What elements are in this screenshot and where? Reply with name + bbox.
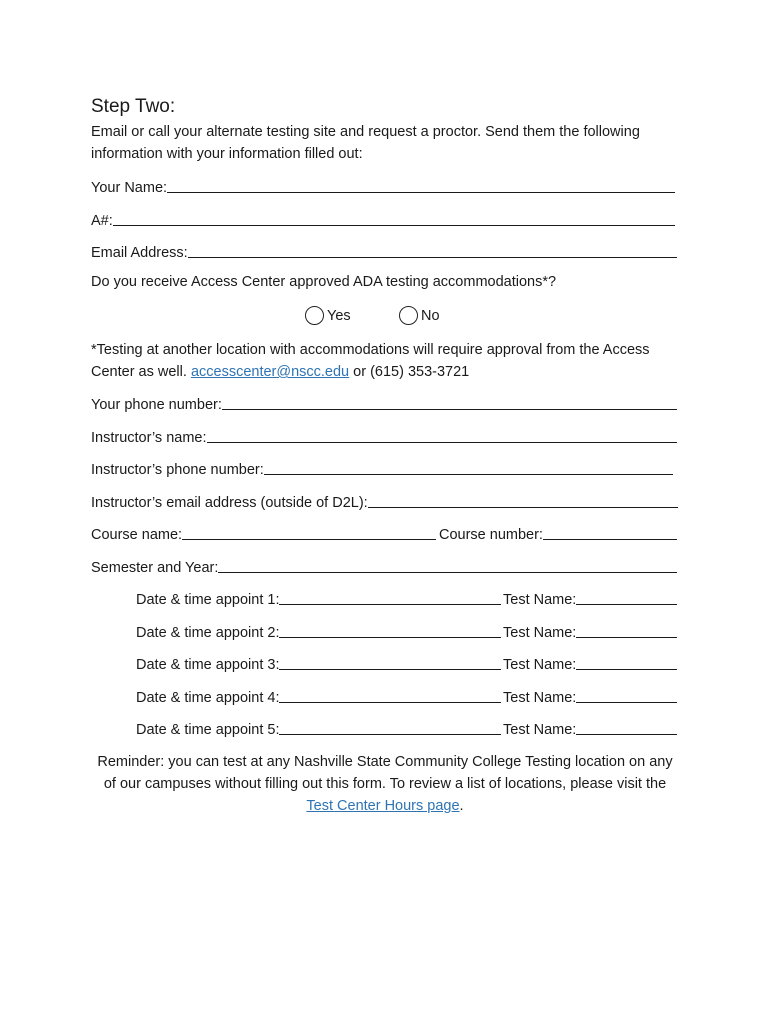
- test-name-5-field: [503, 718, 677, 738]
- appointment-5-field: [136, 718, 501, 738]
- test-name-1-field: [503, 588, 677, 608]
- course-name-field: [91, 523, 436, 543]
- appointment-5-label: Date & time appoint 5:: [136, 722, 280, 738]
- a-number-line[interactable]: [113, 210, 675, 226]
- reminder-body: Reminder: you can test at any Nashville State Community College Testing location on any of our campuses without filling out this form. To review a list of locations, please visit the: [97, 754, 673, 792]
- appointment-4-label: Date & time appoint 4:: [136, 690, 280, 706]
- appointment-3-label: Date & time appoint 3:: [136, 657, 280, 673]
- your-name-field: [91, 176, 675, 196]
- appointment-4-line[interactable]: [279, 687, 501, 703]
- instructor-phone-line[interactable]: [264, 459, 673, 475]
- instructor-name-label: Instructor’s name:: [91, 430, 207, 446]
- appointment-3-field: [136, 653, 501, 673]
- test-name-3-field: [503, 653, 677, 673]
- your-name-line[interactable]: [167, 177, 675, 193]
- note-phone: or (615) 353-3721: [349, 364, 470, 380]
- semester-line[interactable]: [218, 557, 677, 573]
- instructor-email-label: Instructor’s email address (outside of D2L):: [91, 495, 368, 511]
- radio-no[interactable]: [399, 306, 440, 325]
- radio-yes[interactable]: [305, 306, 351, 325]
- course-number-label: Course number:: [439, 527, 543, 543]
- test-center-hours-link[interactable]: Test Center Hours page: [306, 798, 460, 814]
- email-field: [91, 241, 677, 261]
- note-text: *Testing at another location with accommodations will require approval from the Access Center as well.: [91, 342, 650, 380]
- appointment-5-line[interactable]: [279, 719, 501, 735]
- test-name-4-line[interactable]: [576, 687, 677, 703]
- instructor-email-line[interactable]: [368, 492, 678, 508]
- appointment-1-field: [136, 588, 501, 608]
- appointment-2-field: [136, 621, 501, 641]
- phone-label: Your phone number:: [91, 397, 222, 413]
- reminder-period: .: [459, 798, 464, 814]
- course-name-label: Course name:: [91, 527, 183, 543]
- semester-field: [91, 556, 677, 576]
- intro-text: Email or call your alternate testing site and request a proctor. Send them the following information with your information filled out:: [91, 124, 640, 162]
- radio-no-circle[interactable]: [399, 306, 418, 325]
- appointment-2-label: Date & time appoint 2:: [136, 625, 280, 641]
- access-center-email-link[interactable]: accesscenter@nscc.edu: [190, 364, 350, 380]
- appointment-1-label: Date & time appoint 1:: [136, 592, 280, 608]
- email-label: Email Address:: [91, 245, 188, 261]
- reminder-text: [91, 751, 679, 817]
- radio-no-label: No: [421, 307, 440, 324]
- instructor-name-field: [91, 426, 677, 446]
- test-name-2-label: Test Name:: [503, 625, 577, 641]
- accommodation-note: [91, 339, 691, 383]
- test-name-1-line[interactable]: [576, 589, 677, 605]
- appointment-4-field: [136, 686, 501, 706]
- test-name-5-label: Test Name:: [503, 722, 577, 738]
- instructor-phone-label: Instructor’s phone number:: [91, 462, 264, 478]
- radio-yes-circle[interactable]: [305, 306, 324, 325]
- phone-line[interactable]: [222, 394, 677, 410]
- a-number-field: [91, 209, 675, 229]
- your-name-label: Your Name:: [91, 180, 168, 196]
- test-name-1-label: Test Name:: [503, 592, 577, 608]
- phone-field: [91, 393, 677, 413]
- ada-question: Do you receive Access Center approved ADA testing accommodations*?: [91, 274, 557, 290]
- semester-label: Semester and Year:: [91, 560, 219, 576]
- test-name-4-field: [503, 686, 677, 706]
- instructor-name-line[interactable]: [207, 427, 677, 443]
- course-number-field: [439, 523, 677, 543]
- test-name-4-label: Test Name:: [503, 690, 577, 706]
- instructor-phone-field: [91, 458, 673, 478]
- test-name-3-label: Test Name:: [503, 657, 577, 673]
- test-name-5-line[interactable]: [576, 719, 677, 735]
- test-name-2-field: [503, 621, 677, 641]
- appointment-2-line[interactable]: [279, 622, 501, 638]
- instructor-email-field: [91, 491, 678, 511]
- test-name-3-line[interactable]: [576, 654, 677, 670]
- radio-yes-label: Yes: [327, 307, 351, 324]
- course-number-line[interactable]: [543, 524, 677, 540]
- appointment-3-line[interactable]: [279, 654, 501, 670]
- email-line[interactable]: [188, 242, 677, 258]
- appointment-1-line[interactable]: [279, 589, 501, 605]
- a-number-label: A#:: [91, 213, 113, 229]
- test-name-2-line[interactable]: [576, 622, 677, 638]
- course-name-line[interactable]: [182, 524, 436, 540]
- page-title: Step Two:: [91, 96, 176, 117]
